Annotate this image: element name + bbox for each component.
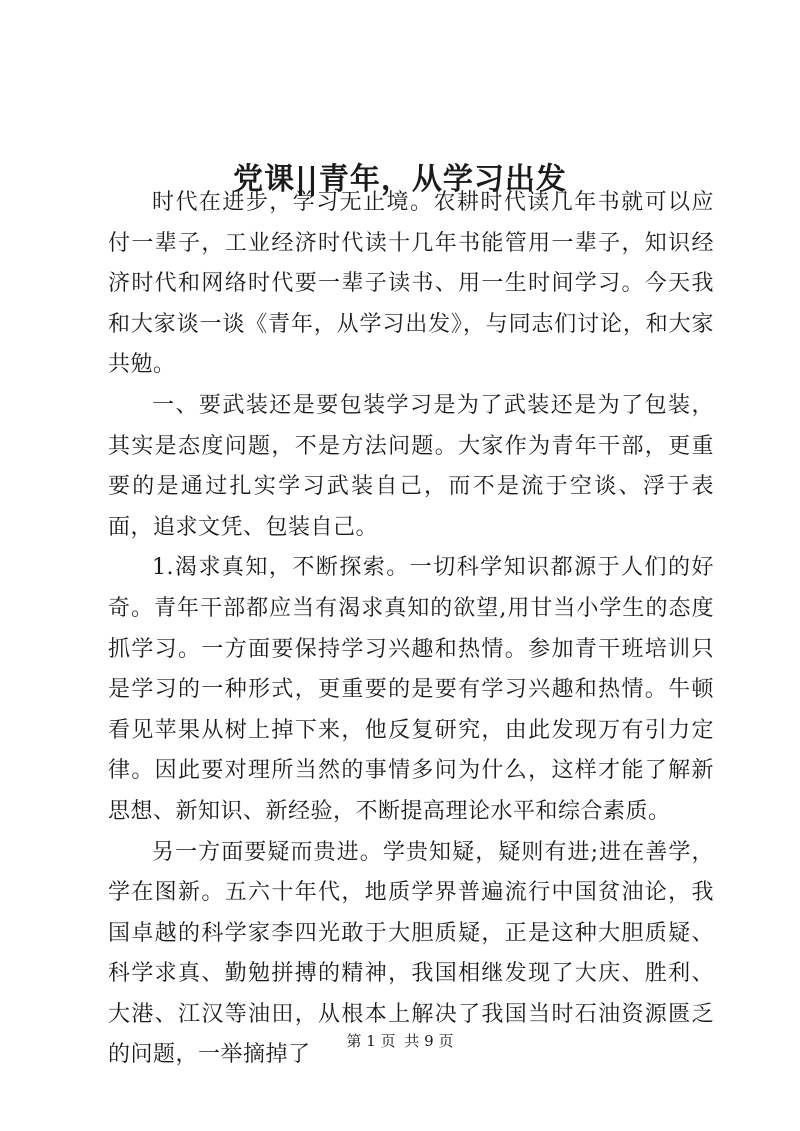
paragraph-intro: 时代在进步，学习无止境。农耕时代读几年书就可以应付一辈子，工业经济时代读十几年书能管用一辈子，知识经济时代和网络时代要一辈子读书、用一生时间学习。今天我和大家谈一谈《青年，从学习出发》，与同志们讨论，和大家共勉。 bbox=[108, 190, 714, 378]
paragraph-doubt: 另一方面要疑而贵进。学贵知疑，疑则有进;进在善学，学在图新。五六十年代，地质学界普遍流行中国贫油论，我国卓越的科学家李四光敢于大胆质疑，正是这种大胆质疑、科学求真、勤勉拼搏的精神，我国相继发现了大庆、胜利、大港、江汉等油田，从根本上解决了我国当时石油资源匮乏的问题，一举摘掉了 bbox=[108, 839, 714, 1068]
paragraph-point-one: 1.渴求真知，不断探索。一切科学知识都源于人们的好奇。青年干部都应当有渴求真知的欲望,用甘当小学生的态度抓学习。一方面要保持学习兴趣和热情。参加青干班培训只是学习的一种形式，更重要的是要有学习兴趣和热情。牛顿看见苹果从树上掉下来，他反复研究，由此发现万有引力定律。因此要对理所当然的事情多问为什么，这样才能了解新思想、新知识、新经验，不断提高理论水平和综合素质。 bbox=[108, 555, 714, 824]
paragraph-section-one: 一、要武装还是要包装学习是为了武装还是为了包装，其实是态度问题，不是方法问题。大家作为青年干部，更重要的是通过扎实学习武装自己，而不是流于空谈、浮于表面，追求文凭、包装自己。 bbox=[108, 392, 714, 540]
document-title: 党课||青年，从学习出发 bbox=[233, 162, 567, 198]
total-pages: 共 9 页 bbox=[404, 1032, 454, 1050]
document-body bbox=[108, 183, 714, 1076]
page-footer bbox=[0, 1031, 800, 1051]
page-number: 第 1 页 bbox=[346, 1032, 396, 1050]
